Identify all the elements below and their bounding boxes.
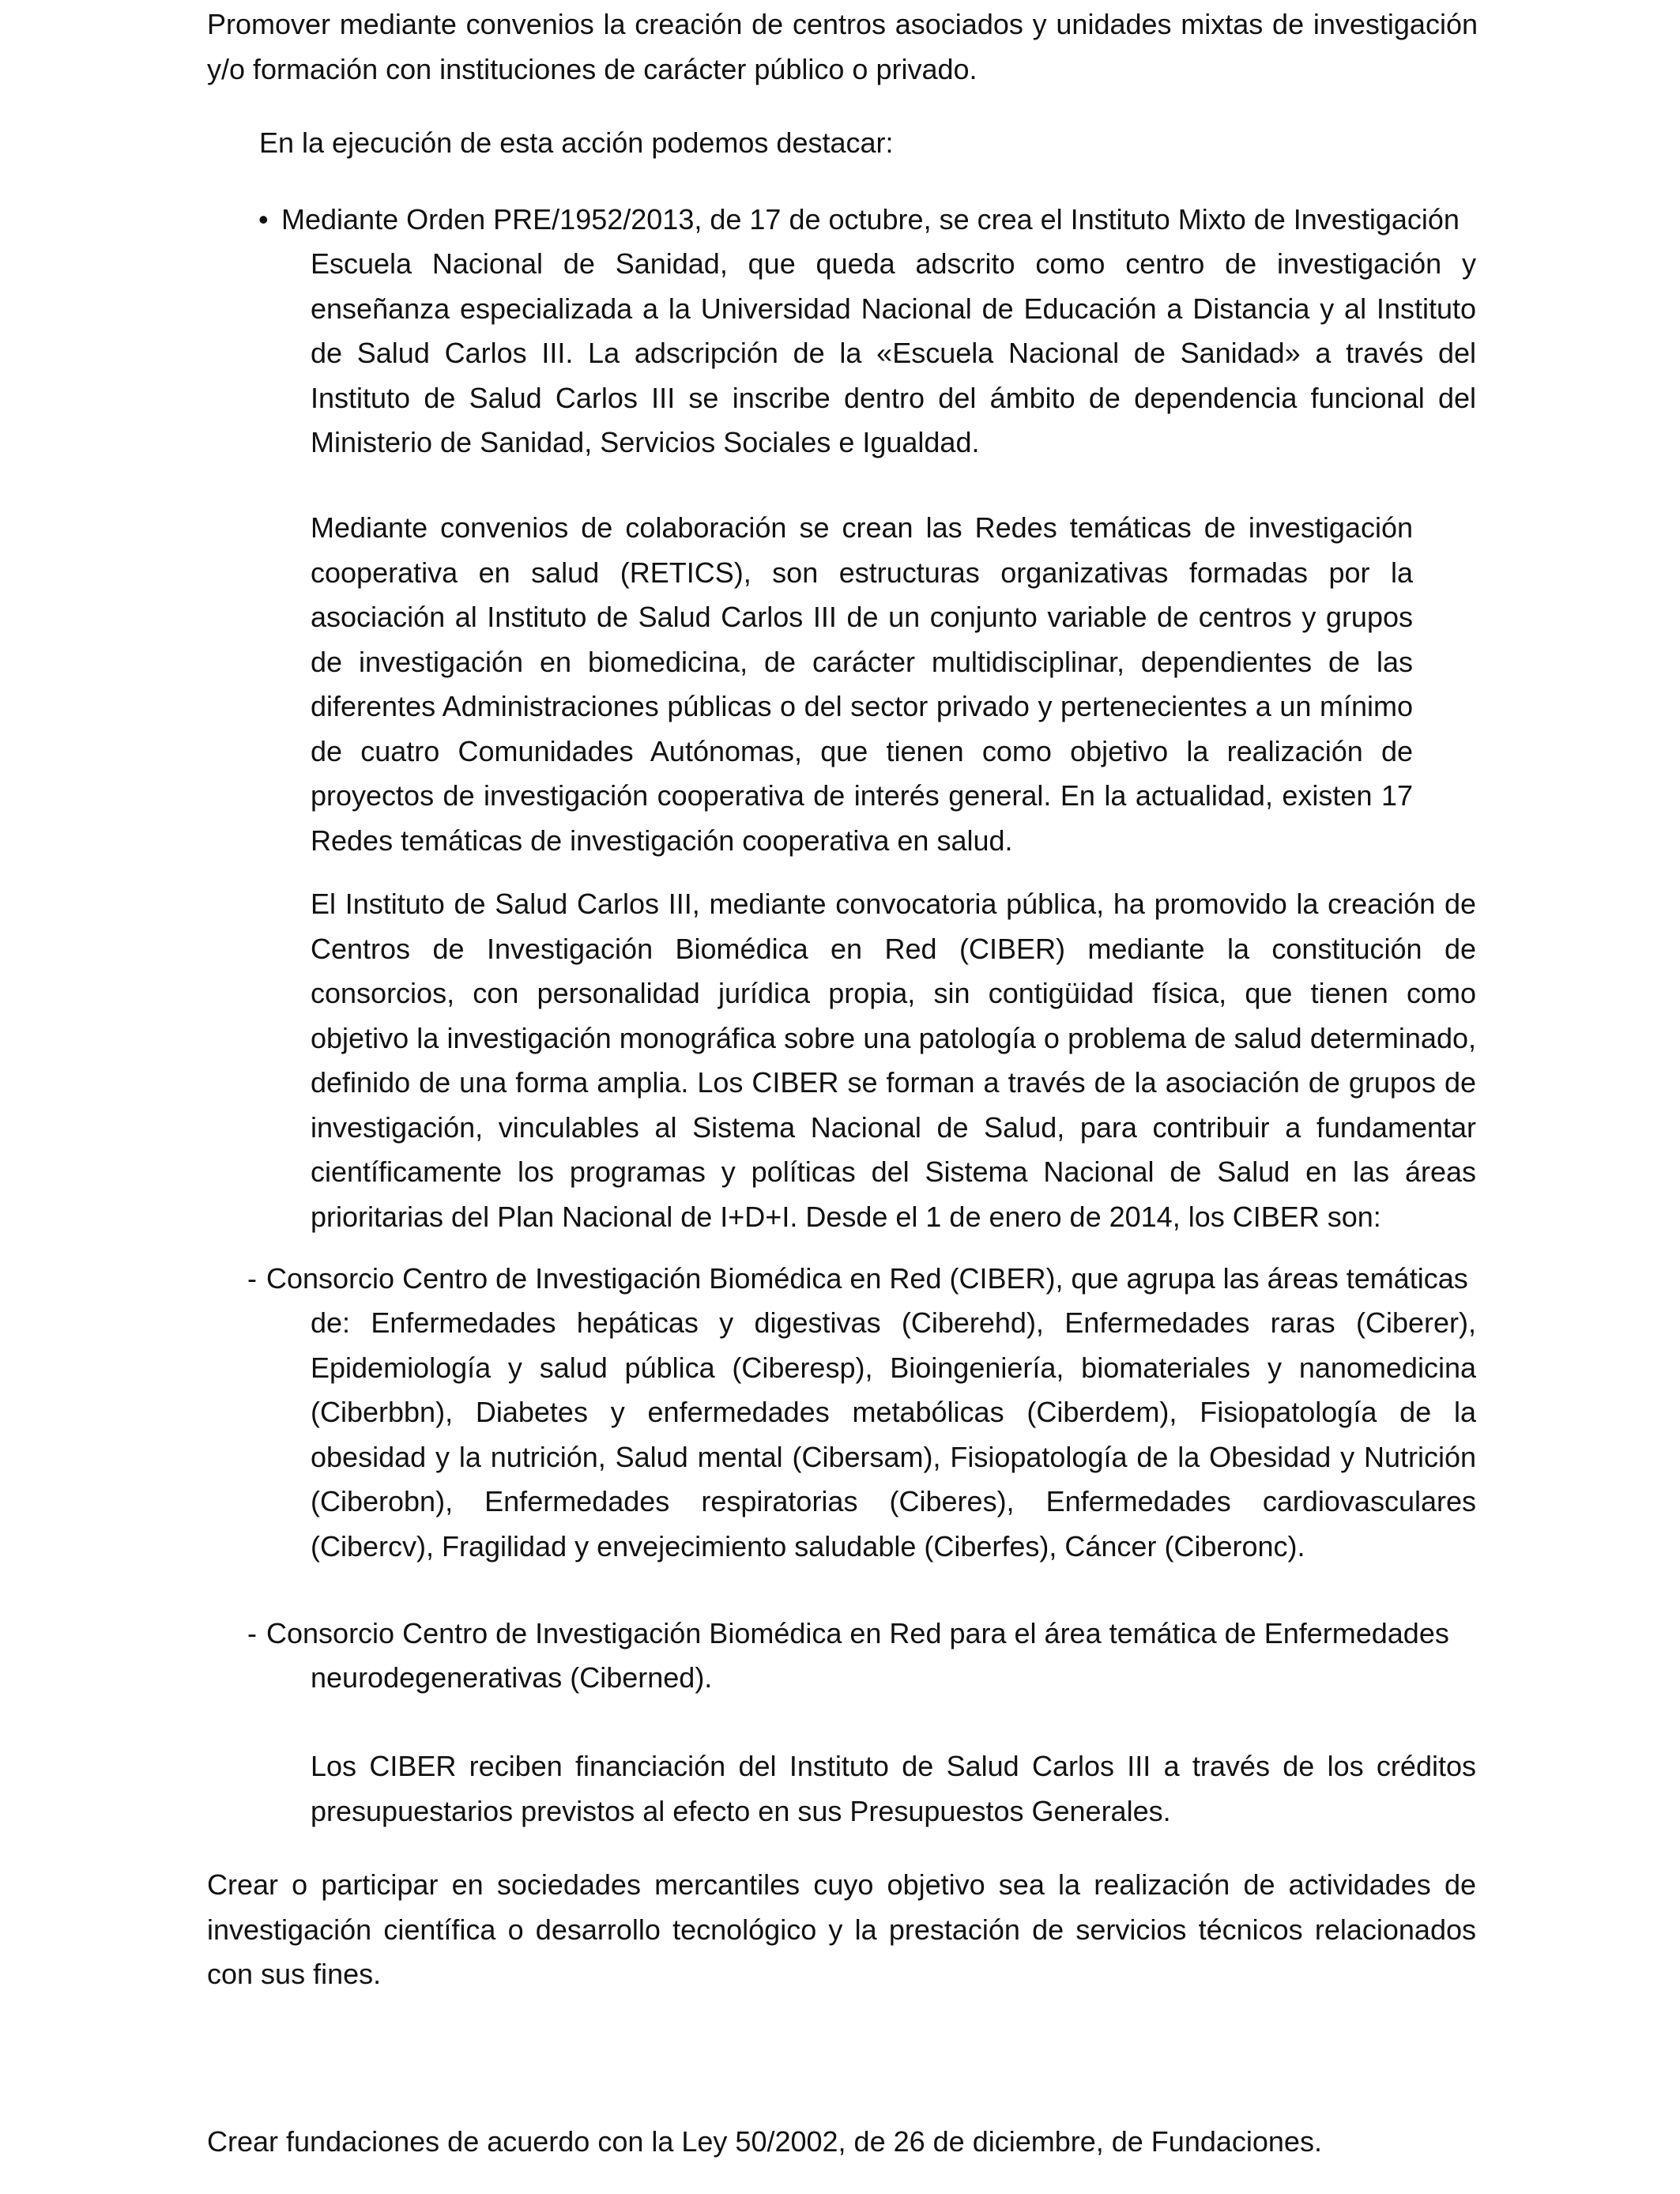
- paragraph-companies: Crear o participar en sociedades mercantiles cuyo objetivo sea la realización de actividades de investigación científica o desarrollo tecnológico y la prestación de servicios técnicos relacionados con sus fines.: [207, 1868, 1476, 1990]
- bullet-marker: •: [258, 203, 269, 236]
- paragraph-financing: Los CIBER reciben financiación del Instituto de Salud Carlos III a través de los créditos presupuestarios previstos al efecto en sus Presupuestos Generales.: [311, 1750, 1476, 1827]
- paragraph-intro: Promover mediante convenios la creación de centros asociados y unidades mixtas de investigación y/o formación con instituciones de carácter público o privado.: [207, 8, 1478, 85]
- dash-item-1-text: de: Enfermedades hepáticas y digestivas (Ciberehd), Enfermedades raras (Ciberer), Epidemiología y salud pública (Ciberesp), Bioingeniería, biomateriales y nanomedicina (Ciberbbn), Diabetes y enfermedades metabólicas (Ciberdem), Fisiopatología de la obesidad y la nutrición, Salud mental (Cibersam), Fisiopatología de la Obesidad y Nutrición (Ciberobn), Enfermedades respiratorias (Ciberes), Enfermedades cardiovasculares (Cibercv), Fragilidad y envejecimiento saludable (Ciberfes), Cáncer (Ciberonc).: [311, 1306, 1476, 1563]
- paragraph-retics: Mediante convenios de colaboración se crean las Redes temáticas de investigación cooperativa en salud (RETICS), son estructuras organizativas formadas por la asociación al Instituto de Salud Carlos III de un conjunto variable de centros y grupos de investigación en biomedicina, de carácter multidisciplinar, dependientes de las diferentes Administraciones públicas o del sector privado y pertenecientes a un mínimo de cuatro Comunidades Autónomas, que tienen como objetivo la realización de proyectos de investigación cooperativa de interés general. En la actualidad, existen 17 Redes temáticas de investigación cooperativa en salud.: [311, 511, 1413, 857]
- bullet-orden-first-line: Mediante Orden PRE/1952/2013, de 17 de octubre, se crea el Instituto Mixto de Investigación: [281, 203, 1460, 236]
- dash-item-2-text: neurodegenerativas (Ciberned).: [311, 1661, 713, 1694]
- dash-marker-2: -: [247, 1617, 257, 1649]
- dash-item-1-first-line: Consorcio Centro de Investigación Biomédica en Red (CIBER), que agrupa las áreas temáticas: [266, 1262, 1468, 1295]
- dash-marker-1: -: [247, 1262, 257, 1295]
- paragraph-actions-lead: En la ejecución de esta acción podemos destacar:: [259, 126, 894, 159]
- dash-item-2-first-line: Consorcio Centro de Investigación Biomédica en Red para el área temática de Enfermedades: [266, 1617, 1449, 1649]
- paragraph-foundations: Crear fundaciones de acuerdo con la Ley 50/2002, de 26 de diciembre, de Fundaciones.: [207, 2125, 1322, 2158]
- bullet-orden-text: Escuela Nacional de Sanidad, que queda adscrito como centro de investigación y enseñanza especializada a la Universidad Nacional de Educación a Distancia y al Instituto de Salud Carlos III. La adscripción de la «Escuela Nacional de Sanidad» a través del Instituto de Salud Carlos III se inscribe dentro del ámbito de dependencia funcional del Ministerio de Sanidad, Servicios Sociales e Igualdad.: [311, 247, 1476, 458]
- paragraph-ciber: El Instituto de Salud Carlos III, mediante convocatoria pública, ha promovido la creación de Centros de Investigación Biomédica en Red (CIBER) mediante la constitución de consorcios, con personalidad jurídica propia, sin contigüidad física, que tienen como objetivo la investigación monográfica sobre una patología o problema de salud determinado, definido de una forma amplia. Los CIBER se forman a través de la asociación de grupos de investigación, vinculables al Sistema Nacional de Salud, para contribuir a fundamentar científicamente los programas y políticas del Sistema Nacional de Salud en las áreas prioritarias del Plan Nacional de I+D+I. Desde el 1 de enero de 2014, los CIBER son:: [311, 888, 1476, 1233]
